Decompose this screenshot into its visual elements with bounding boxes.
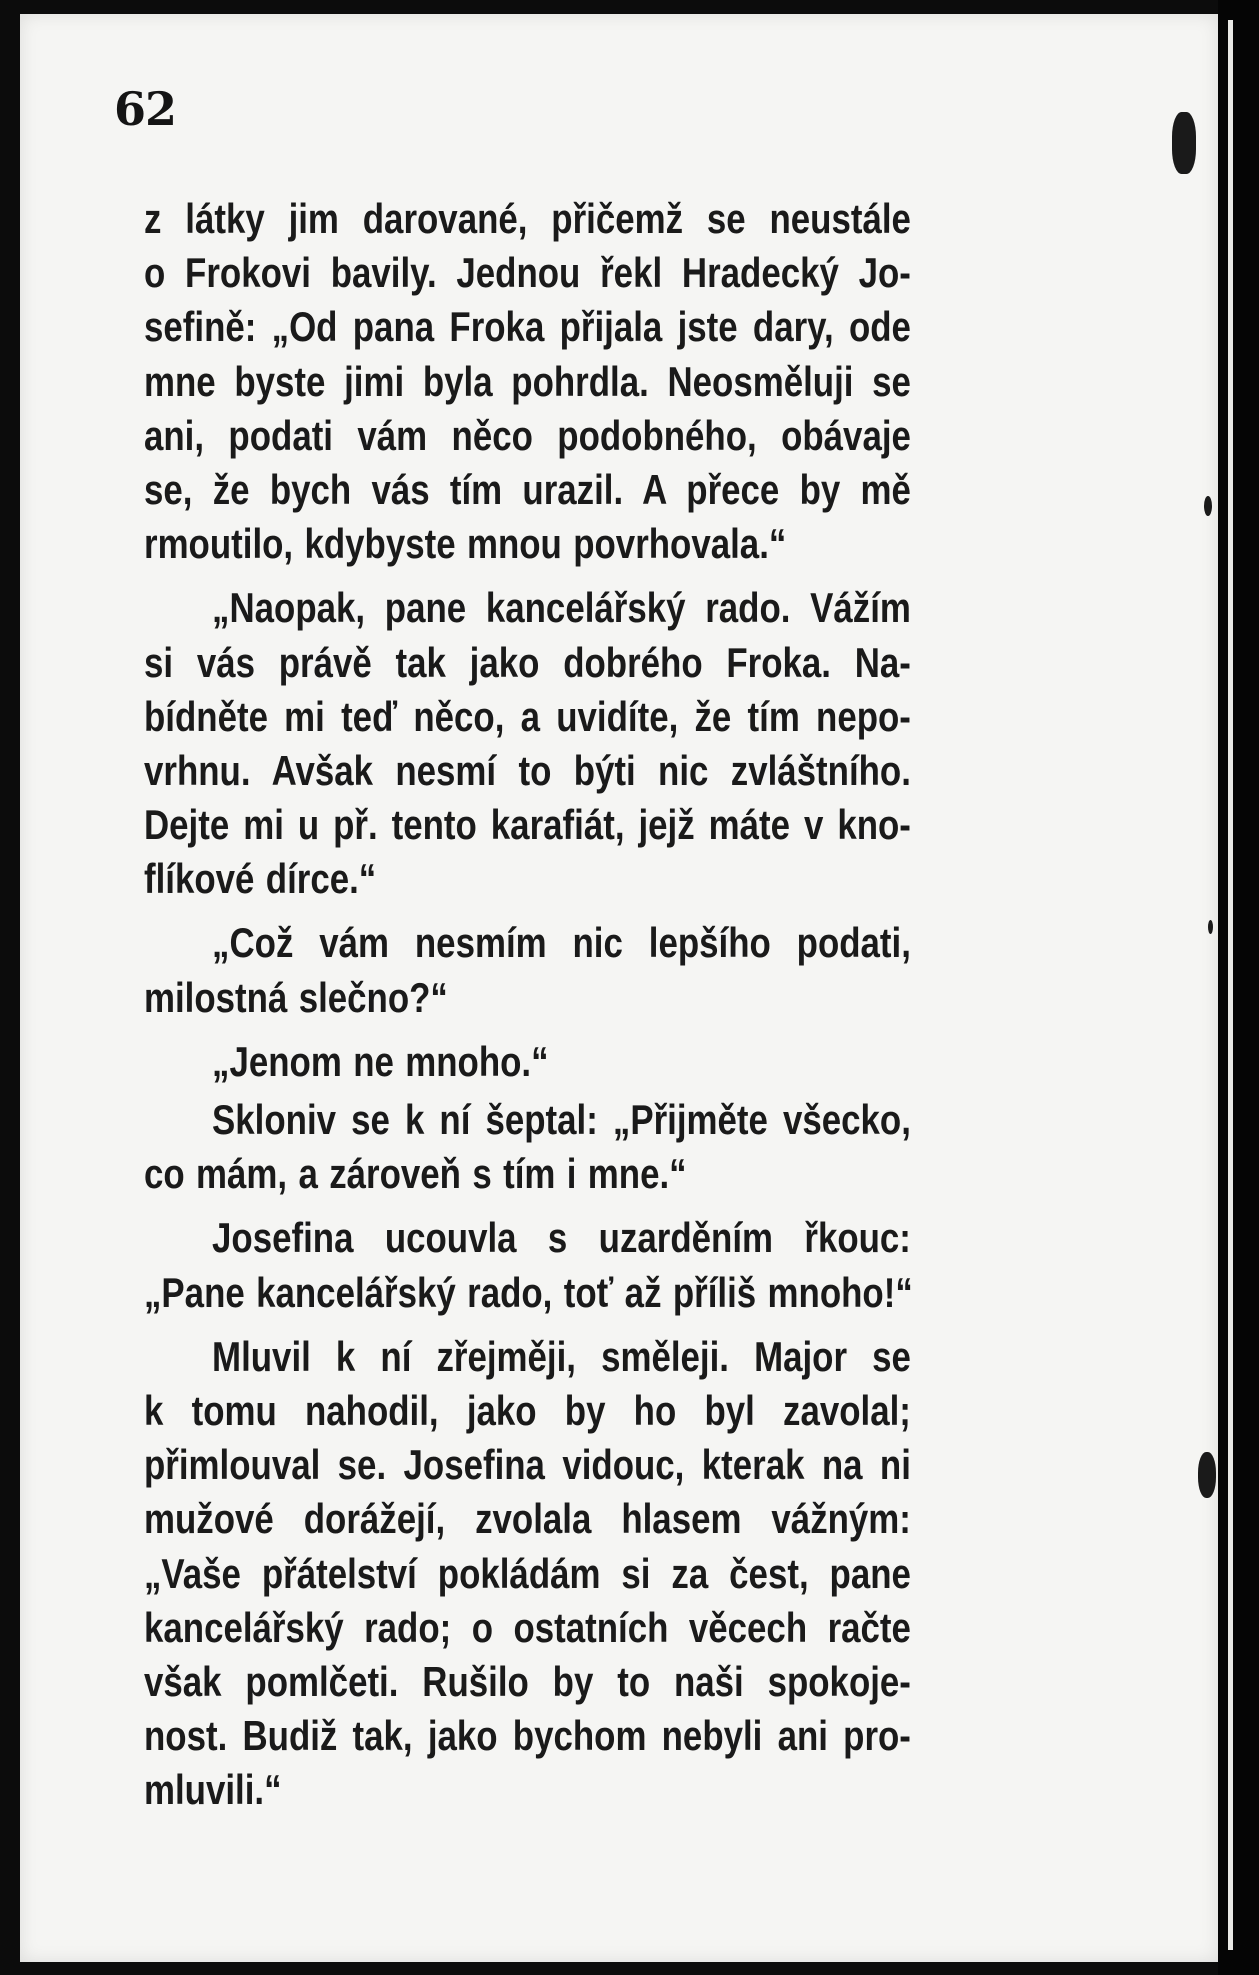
text-line: mne byste jimi byla pohrdla. Neosměluji se [144,357,911,405]
paragraph-5 [144,1093,911,1201]
text-line: mužové dorážejí, zvolala hlasem vážným: [144,1495,911,1543]
page-number: 62 [114,82,177,136]
text-line: „Vaše přátelství pokládám si za čest, pane [144,1549,911,1597]
paragraph-4 [144,1035,911,1089]
ink-speck [1208,920,1213,934]
text-line: však pomlčeti. Rušilo by to naši spokoje- [144,1657,911,1705]
binding-strip [1228,20,1233,1950]
text-line: „Jenom ne mnoho.“ [212,1037,549,1085]
paragraph-6 [144,1211,911,1319]
text-line: „Naopak, pane kancelářský rado. Vážím [212,584,911,632]
text-line: ani, podati vám něco podobného, obávaje [144,411,911,459]
text-line: přimlouval se. Josefina vidouc, kterak na ni [144,1441,911,1489]
ink-speck [1204,496,1212,516]
text-line: milostná slečno?“ [144,973,448,1021]
paragraph-7 [144,1330,911,1818]
text-line: se, že bych vás tím urazil. A přece by mě [144,465,911,513]
paragraph-2 [144,581,911,906]
text-line: Skloniv se k ní šeptal: „Přijměte všecko, [212,1096,911,1143]
text-line: mluvili.“ [144,1766,282,1814]
ink-speck [1172,112,1196,174]
text-line: „Což vám nesmím nic lepšího podati, [212,919,911,967]
text-line: nost. Budiž tak, jako bychom nebyli ani pro- [144,1712,911,1760]
text-line: flíkové dírce.“ [144,855,377,903]
text-line: si vás právě tak jako dobrého Froka. Na- [144,638,911,686]
text-line: rmoutilo, kdybyste mnou povrhovala.“ [144,520,787,568]
text-line: kancelářský rado; o ostatních věcech račte [144,1603,911,1651]
text-line: Mluvil k ní zřejměji, směleji. Major se [212,1332,911,1380]
text-line: Josefina ucouvla s uzarděním řkouc: [212,1214,911,1262]
paragraph-3 [144,916,911,1024]
text-line: vrhnu. Avšak nesmí to býti nic zvláštního. [144,746,911,794]
page-right-edge [1218,0,1259,1975]
text-line: co mám, a zároveň s tím i mne.“ [144,1150,687,1198]
ink-speck [1198,1452,1216,1498]
text-line: bídněte mi teď něco, a uvidíte, že tím nepo- [144,692,911,740]
text-line: Dejte mi u př. tento karafiát, jejž máte v kno- [144,801,911,849]
text-line: „Pane kancelářský rado, toť až příliš mnoho!“ [144,1268,913,1316]
text-line: sefině: „Od pana Froka přijala jste dary, ode [144,303,911,351]
text-line: z látky jim darované, přičemž se neustále [144,195,911,242]
text-line: o Frokovi bavily. Jednou řekl Hradecký Jo- [144,249,911,297]
paragraph-1 [144,192,911,571]
text-line: k tomu nahodil, jako by ho byl zavolal; [144,1386,911,1434]
body-text [144,192,911,1817]
